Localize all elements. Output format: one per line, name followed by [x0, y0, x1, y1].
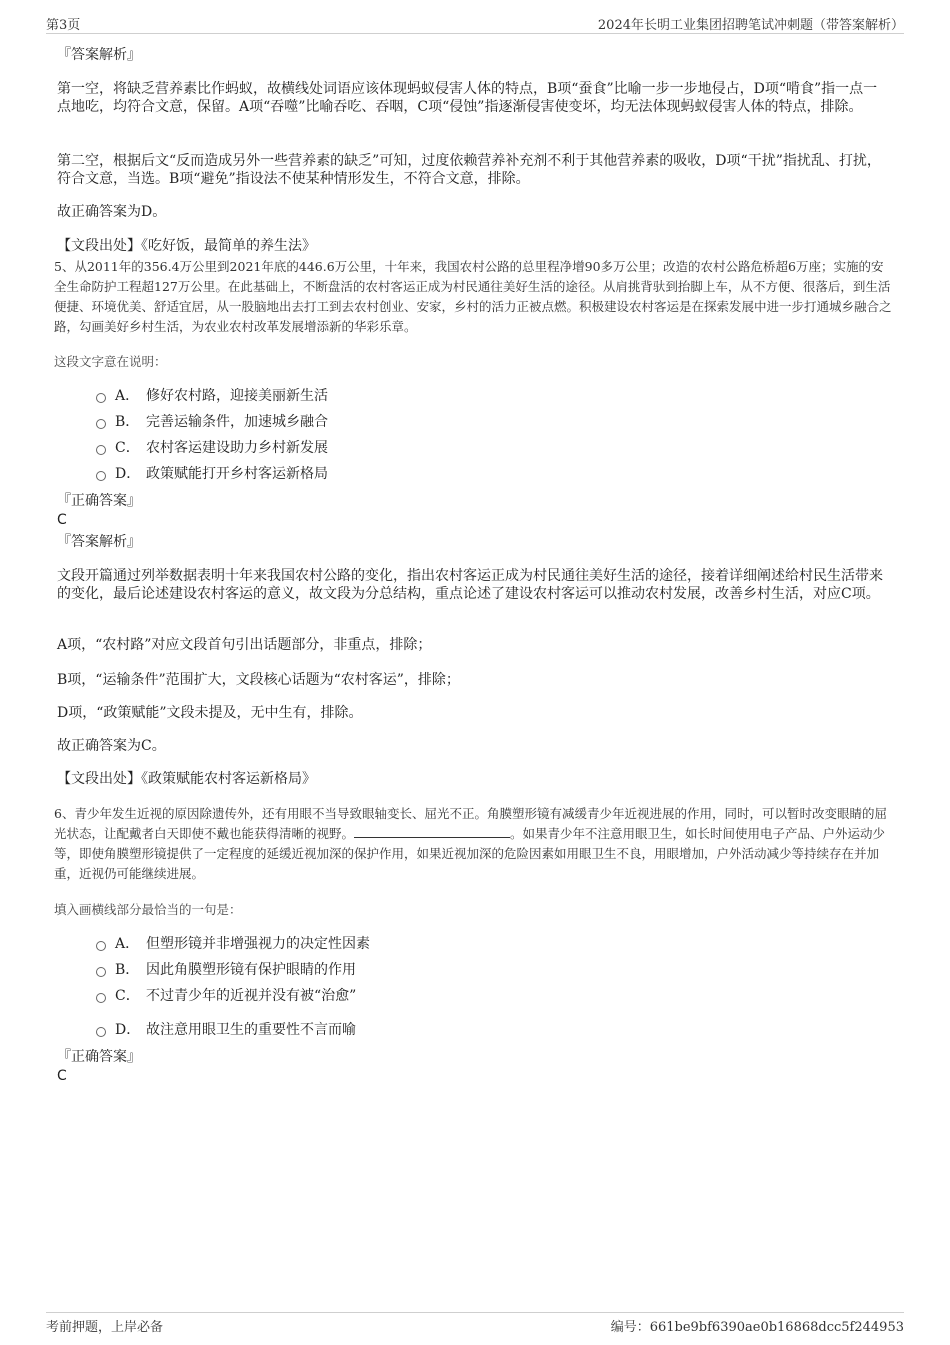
q4-analysis-paragraph-2: 第二空，根据后文“反而造成另外一些营养素的缺乏”可知，过度依赖营养补充剂不利于其他营养素的吸收，D项“干扰”指扰乱、打扰，符合文意，当选。B项“避免”指设法不使某种情形发生，不符合文意，排除。 — [57, 153, 881, 187]
q5-answer-label: 『正确答案』 — [57, 493, 141, 509]
q6-prompt: 填入画横线部分最恰当的一句是： — [54, 902, 242, 917]
q5-analysis-paragraph: 文段开篇通过列举数据表明十年来我国农村公路的变化，指出农村客运正成为村民通往美好生活的途径，接着详细阐述给村民生活带来的变化，最后论述建设农村客运的意义，故文段为分总结构，重点论述了建设农村客运可以推动农村发展，改善乡村生活，对应C项。 — [57, 568, 883, 602]
page-footer — [46, 1312, 904, 1335]
q6-option-c[interactable]: C． 不过青少年的近视并没有被“治愈” — [96, 987, 356, 1005]
q5-conclusion: 故正确答案为C。 — [57, 738, 166, 754]
q6-answer: C — [57, 1068, 67, 1084]
radio-button[interactable] — [96, 993, 106, 1003]
page-header — [46, 14, 904, 34]
footer-slogan: 考前押题，上岸必备 — [46, 1320, 164, 1335]
q5-prompt: 这段文字意在说明： — [54, 354, 167, 369]
radio-button[interactable] — [96, 419, 106, 429]
radio-button[interactable] — [96, 445, 106, 455]
radio-button[interactable] — [96, 471, 106, 481]
radio-button[interactable] — [96, 393, 106, 403]
radio-button[interactable] — [96, 1027, 106, 1037]
q5-analysis-option-a: A项，“农村路”对应文段首句引出话题部分，非重点，排除； — [57, 637, 432, 653]
q5-analysis-option-b: B项，“运输条件”范围扩大，文段核心话题为“农村客运”，排除； — [57, 672, 460, 688]
q5-option-d[interactable]: D． 政策赋能打开乡村客运新格局 — [96, 465, 328, 483]
option-text: 修好农村路，迎接美丽新生活 — [146, 388, 328, 404]
option-text: 因此角膜塑形镜有保护眼睛的作用 — [146, 962, 356, 978]
q5-option-b[interactable]: B． 完善运输条件，加速城乡融合 — [96, 413, 328, 431]
q5-option-a[interactable]: A． 修好农村路，迎接美丽新生活 — [96, 387, 328, 405]
q4-analysis-paragraph-1: 第一空，将缺乏营养素比作蚂蚁，故横线处词语应该体现蚂蚁侵害人体的特点，B项“蚕食”比喻一步一步地侵占，D项“啃食”指一点一点地吃，均符合文意，保留。A项“吞噬”比喻吞吃、吞咽，C项“侵蚀”指逐渐侵害使变坏，均无法体现蚂蚁侵害人体的特点，排除。 — [57, 81, 878, 115]
q4-analysis-label: 『答案解析』 — [57, 47, 141, 63]
option-text: 农村客运建设助力乡村新发展 — [146, 440, 328, 456]
document-code: 编号：661be9bf6390ae0b16868dcc5f244953 — [610, 1320, 904, 1335]
radio-button[interactable] — [96, 941, 106, 951]
option-text: 不过青少年的近视并没有被“治愈” — [146, 988, 357, 1004]
q5-answer: C — [57, 512, 67, 528]
q4-conclusion: 故正确答案为D。 — [57, 204, 167, 220]
fill-in-blank[interactable] — [354, 825, 510, 838]
option-text: 完善运输条件，加速城乡融合 — [146, 414, 328, 430]
q4-source: 【文段出处】《吃好饭，最简单的养生法》 — [57, 238, 316, 254]
q5-option-c[interactable]: C． 农村客运建设助力乡村新发展 — [96, 439, 328, 457]
q5-question-text: 5、从2011年的356.4万公里到2021年底的446.6万公里，十年来，我国农村公路的总里程净增90多万公里；改造的农村公路危桥超6万座；实施的安全生命防护工程超127万公里。在此基础上，不断盘活的农村客运正成为村民通往美好生活的途径。从肩挑背驮到抬脚上车，从不方便、很落后，到生活便捷、环境优美、舒适宜居，从一股脑地出去打工到去农村创业、安家，乡村的活力正被点燃。积极建设农村客运是在探索发展中进一步打通城乡融合之路，勾画美好乡村生活，为农业农村改革发展增添新的华彩乐章。 — [54, 259, 892, 334]
q6-option-b[interactable]: B． 因此角膜塑形镜有保护眼睛的作用 — [96, 961, 356, 979]
q6-option-a[interactable]: A． 但塑形镜并非增强视力的决定性因素 — [96, 935, 370, 953]
q5-analysis-option-d: D项，“政策赋能”文段未提及，无中生有，排除。 — [57, 705, 363, 721]
option-text: 政策赋能打开乡村客运新格局 — [146, 466, 328, 482]
q6-answer-label: 『正确答案』 — [57, 1049, 141, 1065]
q6-question-text: 6、青少年发生近视的原因除遗传外，还有用眼不当导致眼轴变长、屈光不正。角膜塑形镜有减缓青少年近视进展的作用，同时，可以暂时改变眼睛的屈光状态，让配戴者白天即使不戴也能获得清晰的视野。 。如果青少年不注意用眼卫生，如长时间使用电子产品、户外运动少等，即使角膜塑形镜提供了一定程度的延缓近视加深的保护作用，如果近视加深的危险因素如用眼卫生不良，用眼增加，户外活动减少等持续存在并加重，近视仍可能继续进展。 — [54, 806, 887, 881]
q5-analysis-label: 『答案解析』 — [57, 534, 141, 550]
q5-source: 【文段出处】《政策赋能农村客运新格局》 — [57, 771, 316, 787]
radio-button[interactable] — [96, 967, 106, 977]
option-text: 但塑形镜并非增强视力的决定性因素 — [146, 936, 370, 952]
option-text: 故注意用眼卫生的重要性不言而喻 — [146, 1022, 356, 1038]
page-number: 第3页 — [46, 18, 81, 33]
document-title: 2024年长明工业集团招聘笔试冲刺题（带答案解析） — [597, 18, 904, 33]
q6-option-d[interactable]: D． 故注意用眼卫生的重要性不言而喻 — [96, 1021, 356, 1039]
